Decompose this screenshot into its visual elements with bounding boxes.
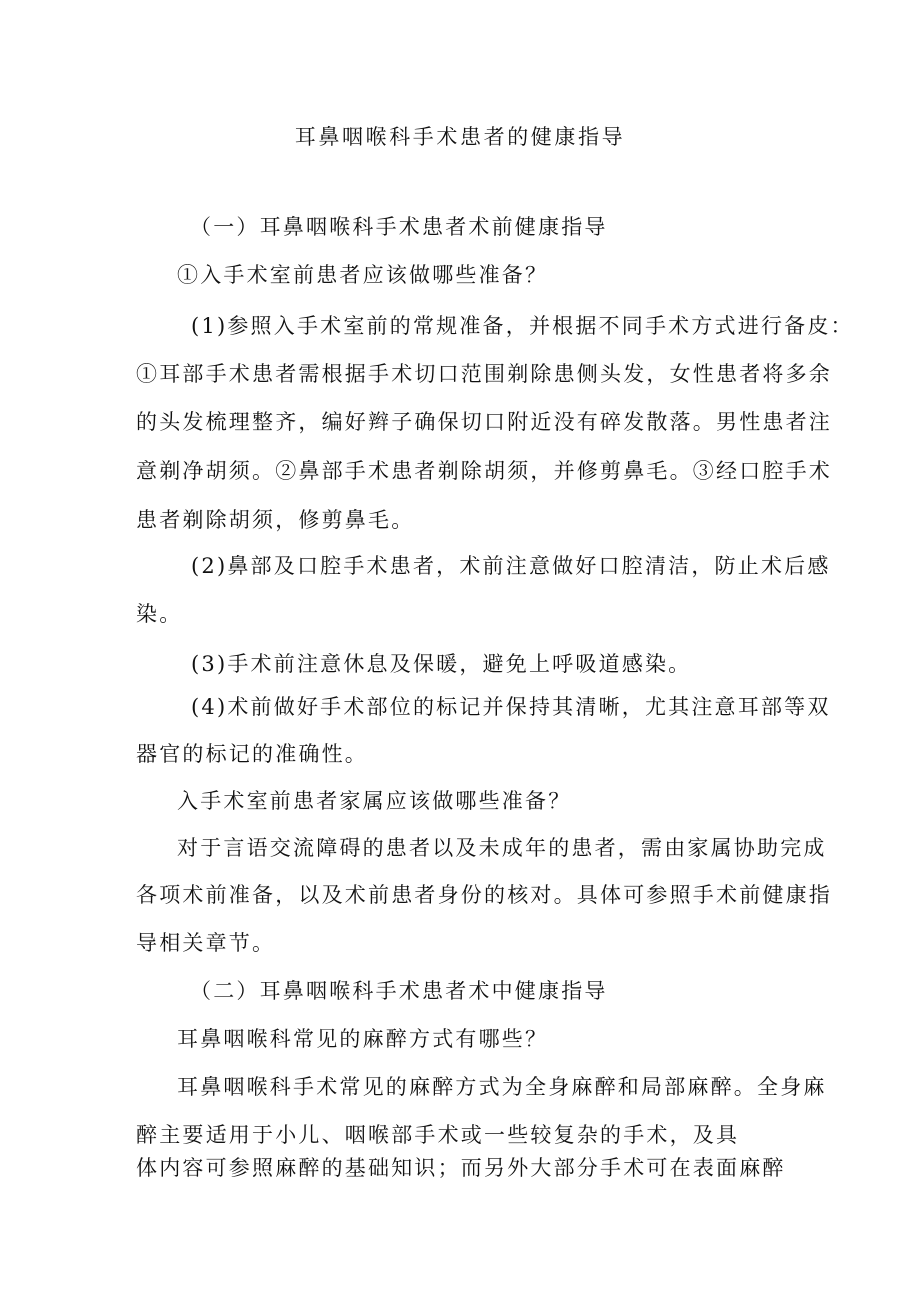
paragraph-line: 导相关章节。 [136,931,276,955]
paragraph-line: 各项术前准备，以及术前患者身份的核对。具体可参照手术前健康指 [136,883,832,907]
paragraph-line: (2)鼻部及口腔手术患者，术前注意做好口腔清洁，防止术后感 [191,554,831,578]
document-title: 耳鼻咽喉科手术患者的健康指导 [294,125,626,149]
paragraph-line: 对于言语交流障碍的患者以及未成年的患者，需由家属协助完成 [177,836,827,860]
paragraph-line: (4)术前做好手术部位的标记并保持其清晰，尤其注意耳部等双 [191,695,831,719]
paragraph-line: (1)参照入手术室前的常规准备，并根据不同手术方式进行备皮： [191,314,854,338]
question-heading: 耳鼻咽喉科常见的麻醉方式有哪些？ [177,1027,549,1051]
paragraph-line: ①耳部手术患者需根据手术切口范围剃除患侧头发，女性患者将多余 [136,362,832,386]
paragraph-line: 的头发梳理整齐，编好辫子确保切口附近没有碎发散落。男性患者注 [136,410,832,434]
paragraph-line: 耳鼻咽喉科手术常见的麻醉方式为全身麻醉和局部麻醉。全身麻 [177,1075,827,1099]
paragraph-line: 醉主要适用于小儿、咽喉部手术或一些较复杂的手术，及具 [136,1123,740,1147]
paragraph-line: 器官的标记的准确性。 [136,742,368,766]
paragraph-line: 体内容可参照麻醉的基础知识；而另外大部分手术可在表面麻醉 [136,1156,786,1180]
paragraph-line: (3)手术前注意休息及保暖，避免上呼吸道感染。 [191,652,692,676]
paragraph-line: 染。 [136,602,183,626]
section-heading-preop: （一）耳鼻咽喉科手术患者术前健康指导 [190,215,608,239]
paragraph-line: 意剃净胡须。②鼻部手术患者剃除胡须，并修剪鼻毛。③经口腔手术 [136,459,832,483]
paragraph-line: 患者剃除胡须，修剪鼻毛。 [136,508,415,532]
section-heading-intraop: （二）耳鼻咽喉科手术患者术中健康指导 [190,979,608,1003]
question-heading: ①入手术室前患者应该做哪些准备？ [177,263,549,287]
question-heading: 入手术室前患者家属应该做哪些准备？ [177,789,572,813]
